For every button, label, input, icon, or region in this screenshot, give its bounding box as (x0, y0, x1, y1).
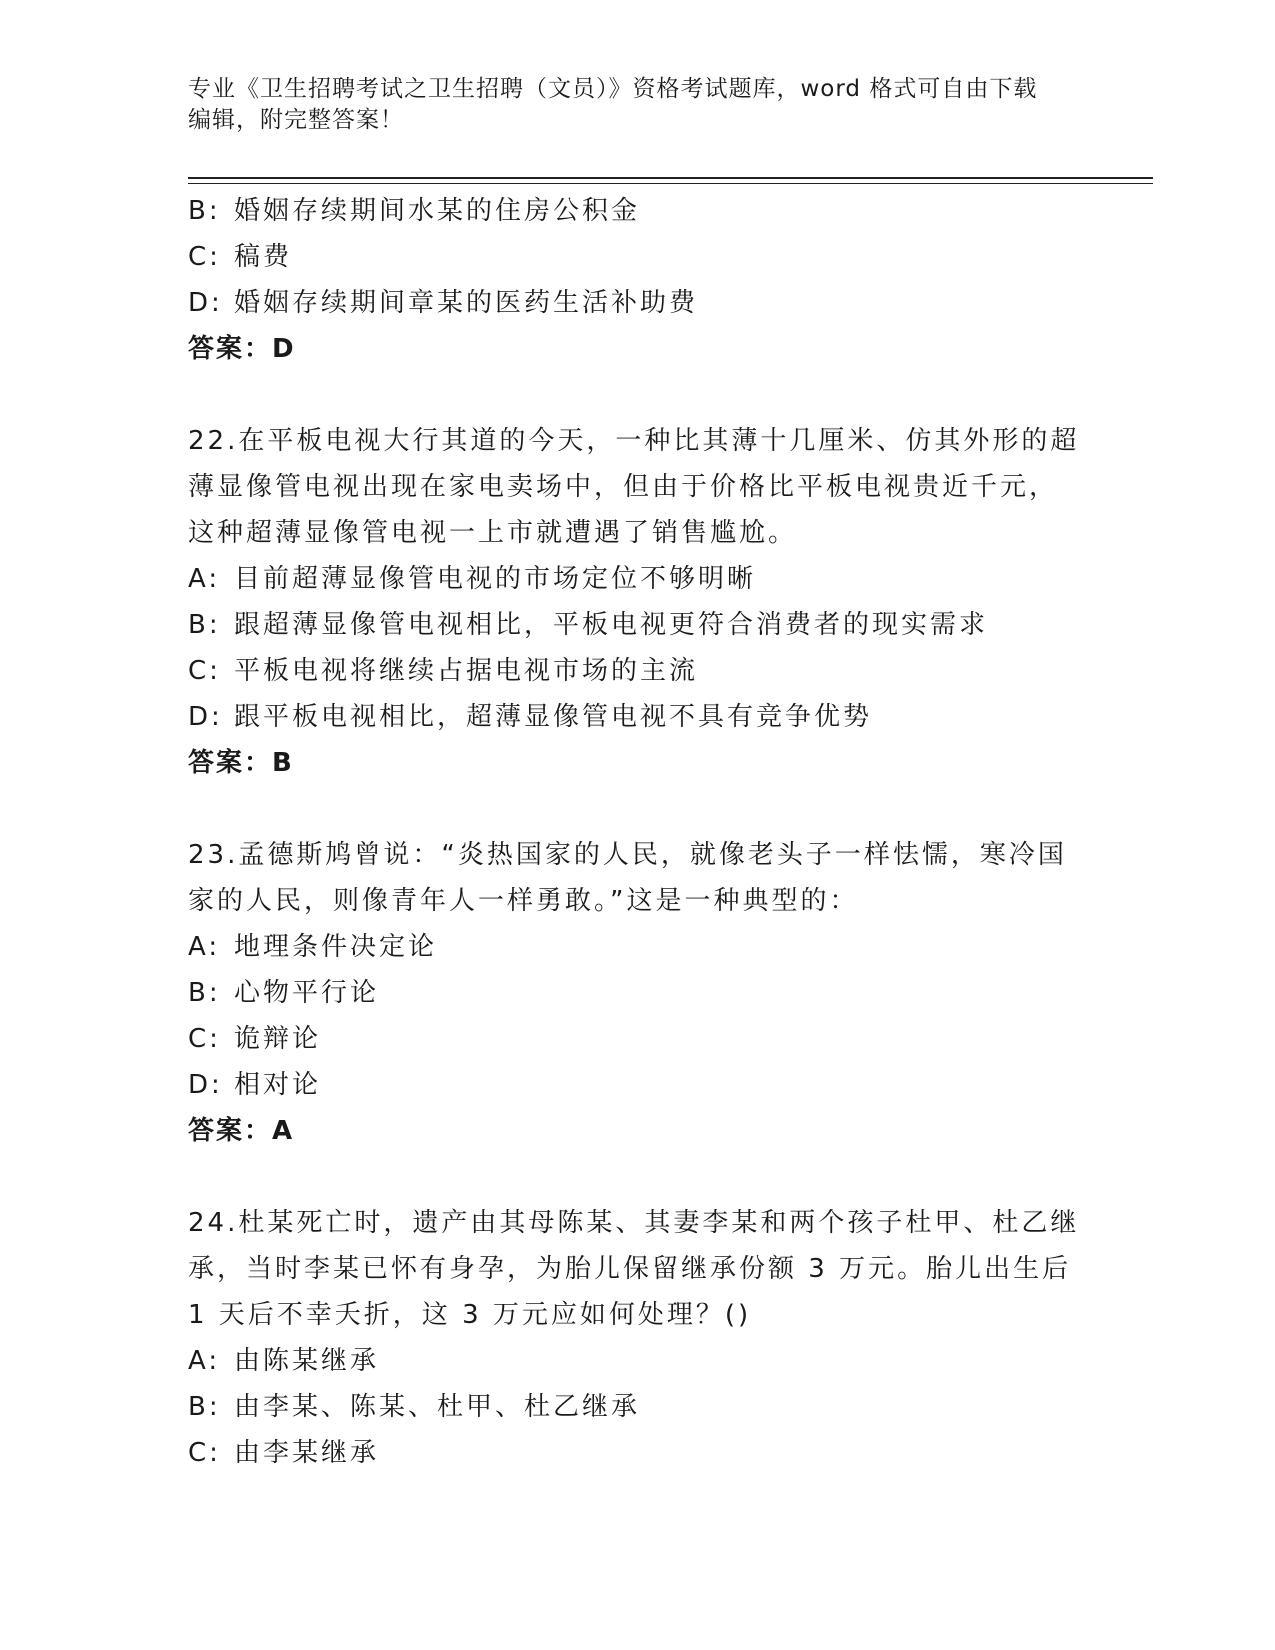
question-stem-line: 24.杜某死亡时，遗产由其母陈某、其妻李某和两个孩子杜甲、杜乙继 (188, 1208, 1080, 1238)
option-letter: A: (188, 564, 221, 594)
question-stem-line: 22.在平板电视大行其道的今天，一种比其薄十几厘米、仿其外形的超 (188, 426, 1080, 456)
option-text: 由李某、陈某、杜甲、杜乙继承 (234, 1392, 641, 1422)
option-b (188, 188, 1088, 234)
question-stem-line: 23.孟德斯鸠曾说：“炎热国家的人民，就像老头子一样怯懦，寒冷国 (188, 840, 1067, 870)
option-letter: A: (188, 1346, 221, 1376)
header-line-2: 编辑，附完整答案！ (188, 107, 404, 133)
option-text: 稿费 (234, 242, 293, 272)
option-a (188, 556, 1088, 602)
option-c (188, 648, 1088, 694)
answer-label: 答案：A (188, 1116, 295, 1146)
header-line-1: 专业《卫生招聘考试之卫生招聘（文员）》资格考试题库，word 格式可自由下载 (188, 76, 1038, 102)
option-letter: C: (188, 1438, 221, 1468)
option-b (188, 970, 1088, 1016)
option-a (188, 924, 1088, 970)
option-letter: B: (188, 196, 221, 226)
option-letter: D: (188, 702, 223, 732)
question-stem-line: 承，当时李某已怀有身孕，为胎儿保留继承份额 3 万元。胎儿出生后 (188, 1254, 1072, 1284)
spacer (188, 372, 1088, 418)
spacer (188, 786, 1088, 832)
option-c (188, 1430, 1088, 1476)
option-letter: C: (188, 656, 221, 686)
option-d (188, 1062, 1088, 1108)
option-letter: B: (188, 978, 221, 1008)
option-text: 跟平板电视相比，超薄显像管电视不具有竞争优势 (234, 702, 873, 732)
option-letter: D: (188, 1070, 223, 1100)
option-text: 由李某继承 (234, 1438, 380, 1468)
option-text: 地理条件决定论 (234, 932, 438, 962)
option-a (188, 1338, 1088, 1384)
answer-label: 答案：B (188, 748, 294, 778)
option-c (188, 234, 1088, 280)
option-text: 婚姻存续期间章某的医药生活补助费 (234, 288, 699, 318)
header-divider (188, 177, 1153, 179)
question-stem-line: 1 天后不幸夭折，这 3 万元应如何处理？() (188, 1300, 752, 1330)
option-text: 心物平行论 (234, 978, 380, 1008)
option-letter: D: (188, 288, 223, 318)
option-text: 诡辩论 (234, 1024, 322, 1054)
option-b (188, 1384, 1088, 1430)
option-b (188, 602, 1088, 648)
option-letter: B: (188, 610, 221, 640)
spacer (188, 1154, 1088, 1200)
question-22 (188, 418, 1088, 786)
question-stem-line: 家的人民，则像青年人一样勇敢。”这是一种典型的： (188, 886, 859, 916)
option-text: 目前超薄显像管电视的市场定位不够明晰 (234, 564, 757, 594)
option-letter: C: (188, 1024, 221, 1054)
question-stem-line: 这种超薄显像管电视一上市就遭遇了销售尴尬。 (188, 518, 798, 548)
question-24 (188, 1200, 1088, 1476)
option-letter: A: (188, 932, 221, 962)
option-text: 跟超薄显像管电视相比，平板电视更符合消费者的现实需求 (234, 610, 989, 640)
question-23 (188, 832, 1088, 1154)
option-text: 平板电视将继续占据电视市场的主流 (234, 656, 699, 686)
option-d (188, 694, 1088, 740)
question-21-options (188, 188, 1088, 372)
document-header (188, 74, 1088, 136)
option-text: 相对论 (234, 1070, 322, 1100)
question-stem-line: 薄显像管电视出现在家电卖场中，但由于价格比平板电视贵近千元， (188, 472, 1059, 502)
option-letter: B: (188, 1392, 221, 1422)
question-list (188, 188, 1088, 1476)
option-text: 由陈某继承 (234, 1346, 380, 1376)
option-c (188, 1016, 1088, 1062)
option-letter: C: (188, 242, 221, 272)
option-text: 婚姻存续期间水某的住房公积金 (234, 196, 641, 226)
header-divider-thin (188, 183, 1153, 184)
option-d (188, 280, 1088, 326)
answer-label: 答案：D (188, 334, 296, 364)
